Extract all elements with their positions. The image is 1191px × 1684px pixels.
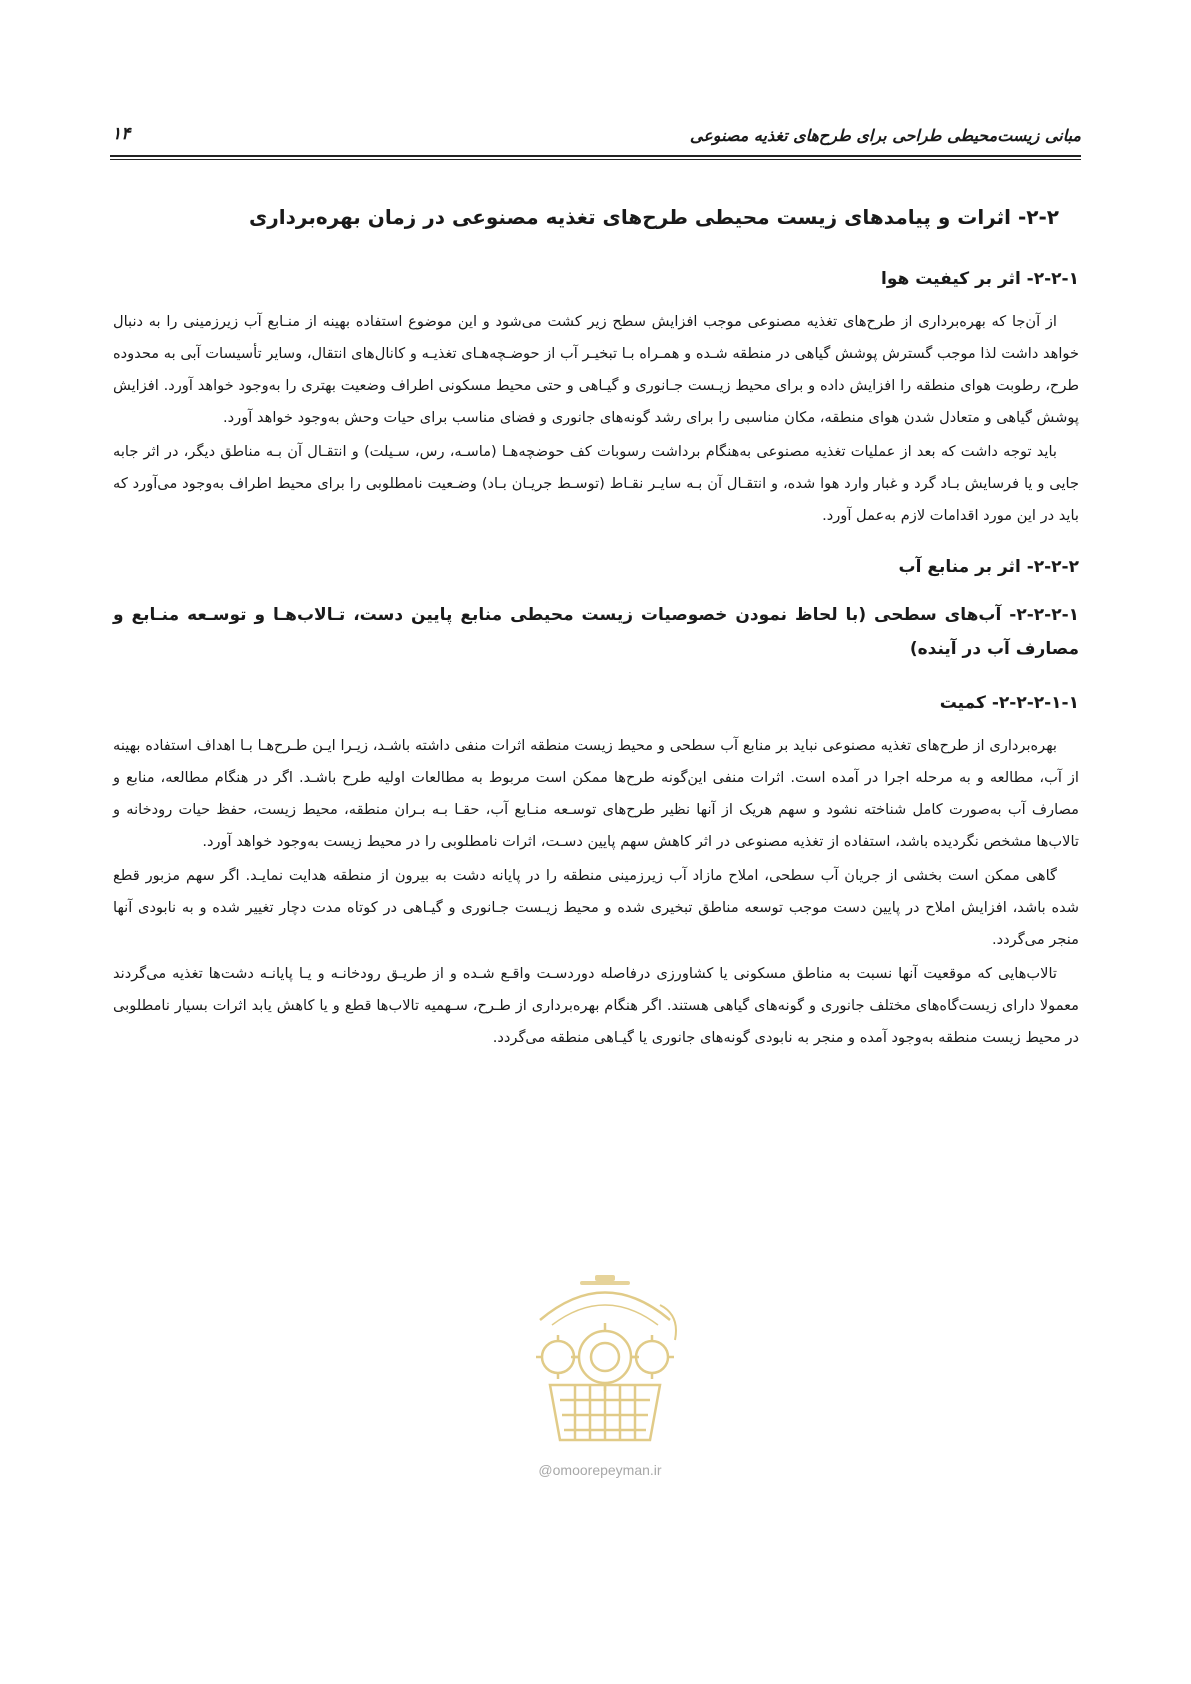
running-header-title: مبانی زیست‌محیطی طراحی برای طرح‌های تغذیه مصنوعی xyxy=(689,126,1081,145)
page-content xyxy=(113,198,1079,1056)
quantity-paragraph: بهره‌برداری از طرح‌های تغذیه مصنوعی نباید بر منابع آب سطحی و محیط زیست منطقه اثرات منفی داشته باشـد، زیـرا ایـن طـرح‌هـا بـا اهداف استفاده بهینه از آب، مطالعه و به مرحله اجرا در آمده است. اثرات منفی این‌گونه طرح‌ها ممکن است مربوط به مطالعات اولیه طرح باشـد. اگر در هنگام مطالعه، منابع و مصارف آب به‌صورت کامل شناخته نشود و سهم هریک از آنها نظیر طرح‌های توسـعه منـابع آب، حقـا بـه بـران منطقه، محیط زیست، حفظ حیات رودخانه و تالاب‌ها مشخص نگردیده باشد، استفاده از تغذیه مصنوعی در اثر کاهش سهم پایین دسـت، اثرات نامطلوبی را در محیط زیست به‌وجود خواهد آورد. xyxy=(113,737,1079,850)
surface-water-heading: ۲-۲-۲-۱- آب‌های سطحی (با لحاظ نمودن خصوصیات زیست محیطی منابع پایین دست، تـالاب‌هـا و توسـعه منـابع و مصارف آب در آینده) xyxy=(113,605,1079,659)
quantity-heading: ۲-۲-۲-۱-۱- کمیت xyxy=(939,693,1079,713)
section-heading: ۲-۲- اثرات و پیامدهای زیست محیطی طرح‌های تغذیه مصنوعی در زمان بهره‌برداری xyxy=(248,205,1059,229)
air-quality-heading: ۲-۲-۱- اثر بر کیفیت هوا xyxy=(881,269,1079,289)
air-quality-paragraph: باید توجه داشت که بعد از عملیات تغذیه مصنوعی به‌هنگام برداشت رسوبات کف حوضچه‌هـا (ماسـه، رس، سـیلت) و انتقـال آن بـه مناطق دیگر، در اثر جابه جایی و یا فرسایش بـاد گرد و غبار وارد هوا شده، و انتقـال آن بـه سایـر نقـاط (توسـط جریـان بـاد) وضـعیت نامطلوبی را برای محیط اطراف به‌وجود می‌آورد که باید در این مورد اقدامات لازم به‌عمل آورد. xyxy=(113,443,1079,524)
quantity-paragraph: تالاب‌هایی که موقعیت آنها نسبت به مناطق مسکونی یا کشاورزی درفاصله دوردسـت واقـع شـده و از طریـق رودخانـه و یـا پایانـه دشت‌ها تغذیه می‌گردند معمولا دارای زیست‌گاه‌های مختلف جانوری و گونه‌های گیاهی هستند. اگر هنگام بهره‌برداری از طـرح، سـهمیه تالاب‌ها قطع و یا کاهش یابد اثرات بسیار نامطلوبی در محیط زیست منطقه به‌وجود آمده و منجر به نابودی گونه‌های جانوری یا گیـاهی منطقه می‌گردد. xyxy=(113,965,1079,1046)
watermark-url: @omoorepeyman.ir xyxy=(538,1462,662,1478)
air-quality-paragraph: از آن‌جا که بهره‌برداری از طرح‌های تغذیه مصنوعی موجب افزایش سطح زیر کشت می‌شود و این موضوع استفاده بهینه از منـابع آب زیرزمینی را به دنبال خواهد داشت لذا موجب گسترش پوشش گیاهی در منطقه شـده و همـراه بـا تبخیـر آب از حوضـچه‌هـای تغذیـه و کانال‌های انتقال، وسایر تأسیسات آبی به محدوده طرح، رطوبت هوای منطقه را افزایش داده و برای محیط زیـست جـانوری و گیـاهی و حتی محیط مسکونی اطراف وضعیت بهتری را به‌وجود خواهد آورد. افزایش پوشش گیاهی و متعادل شدن هوای منطقه، مکان مناسبی را برای رشد گونه‌های جانوری و فضای مناسب برای حیات وحش به‌وجود خواهد آورد. xyxy=(113,313,1079,426)
header-rule xyxy=(110,155,1081,160)
running-header xyxy=(110,118,1081,154)
quantity-paragraph: گاهی ممکن است بخشی از جریان آب سطحی، املاح مازاد آب زیرزمینی منطقه را در پایانه دشت به بیرون از منطقه هدایت نمایـد. اگر سهم مزبور قطع شده باشد، افزایش املاح در پایین دست موجب توسعه مناطق تبخیری شده و محیط زیـست جـانوری و گیـاهی در کوتاه مدت دچار تغییر شده و به نابودی آنها منجر می‌گردد. xyxy=(113,867,1079,948)
page-number: ۱۴ xyxy=(112,124,131,144)
water-resources-heading: ۲-۲-۲- اثر بر منابع آب xyxy=(898,557,1079,577)
watermark-logo xyxy=(500,1245,710,1455)
